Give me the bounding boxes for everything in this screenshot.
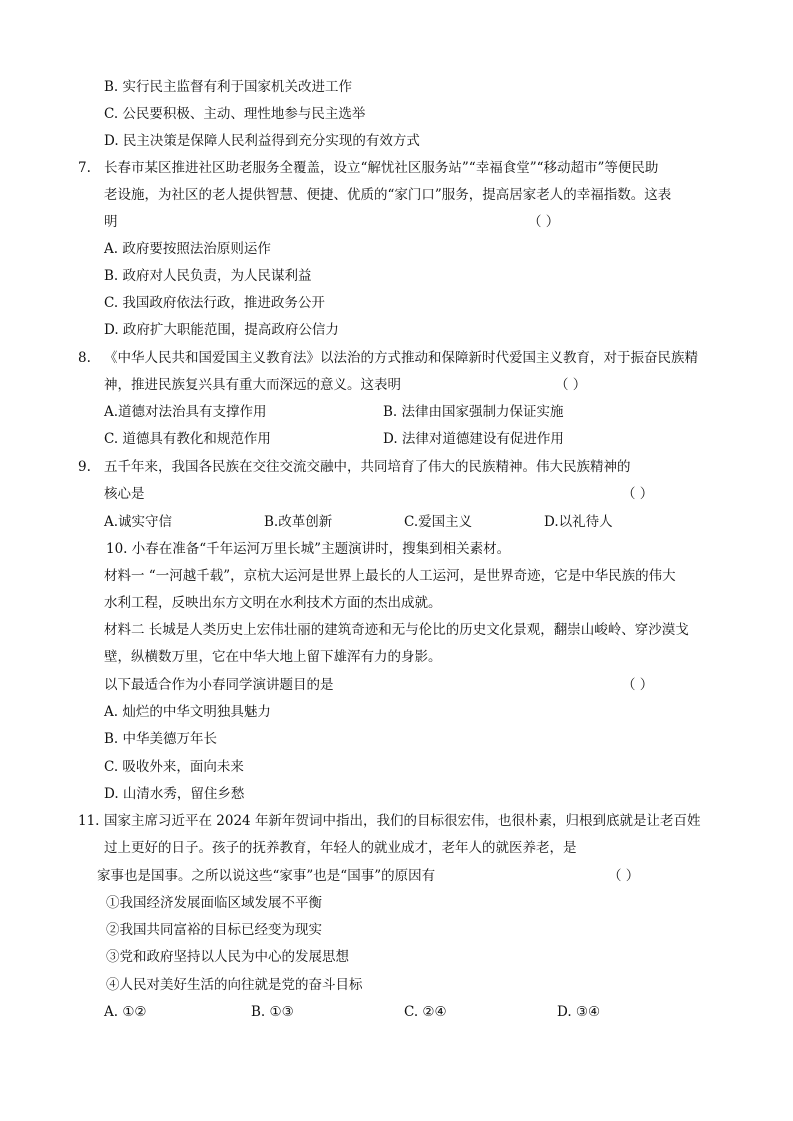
q11-number: 11.	[78, 813, 100, 829]
q7-option-c: C. 我国政府依法行政，推进政务公开	[104, 295, 325, 311]
q10-option-a: A. 灿烂的中华文明独具魅力	[104, 704, 271, 720]
q9-option-c: C.爱国主义	[404, 514, 473, 530]
q7-stem-line3: 明	[104, 214, 118, 230]
q11-statement-3: ③党和政府坚持以人民为中心的发展思想	[106, 949, 349, 965]
q11-statement-1: ①我国经济发展面临区域发展不平衡	[106, 895, 322, 911]
q8-stem-line2: 神，推进民族复兴具有重大而深远的意义。这表明	[104, 377, 401, 393]
q11-option-b: B. ①③	[251, 1004, 294, 1020]
q11-stem-line3: 家事也是国事。之所以说这些“家事”也是“国事”的原因有	[97, 868, 436, 884]
q11-stem-line2: 过上更好的日子。孩子的抚养教育，年轻人的就业成才，老年人的就医养老，是	[104, 840, 577, 856]
q7-stem-line1: 长春市某区推进社区助老服务全覆盖，设立“解忧社区服务站”“幸福食堂”“移动超市”等便民助	[104, 160, 659, 176]
q8-option-c: C. 道德具有教化和规范作用	[104, 431, 271, 447]
q11-statement-4: ④人民对美好生活的向往就是党的奋斗目标	[106, 977, 363, 993]
q11-option-d: D. ③④	[557, 1004, 601, 1020]
q10-material2-line2: 壁，纵横数万里，它在中华大地上留下雄浑有力的身影。	[104, 649, 442, 665]
q11-statement-2: ②我国共同富裕的目标已经变为现实	[106, 922, 322, 938]
q11-option-c: C. ②④	[404, 1004, 447, 1020]
q10-option-c: C. 吸收外来，面向未来	[104, 759, 244, 775]
q7-option-b: B. 政府对人民负责，为人民谋利益	[104, 268, 312, 284]
q10-stem-line1: 10. 小春在准备“千年运河万里长城”主题演讲时，搜集到相关素材。	[106, 541, 511, 557]
q8-number: 8.	[78, 350, 91, 366]
q9-answer-blank: （ ）	[622, 486, 654, 502]
q10-material1-line2: 水利工程，反映出东方文明在水利技术方面的杰出成就。	[104, 595, 442, 611]
q7-answer-blank: （ ）	[528, 214, 560, 230]
q9-option-a: A.诚实守信	[104, 514, 173, 530]
q11-option-a: A. ①②	[104, 1004, 147, 1020]
q8-option-d: D. 法律对道德建设有促进作用	[383, 431, 564, 447]
q9-number: 9.	[78, 459, 91, 475]
q9-option-b: B.改革创新	[264, 514, 333, 530]
q7-option-d: D. 政府扩大职能范围，提高政府公信力	[104, 322, 339, 338]
q11-answer-blank: （ ）	[608, 868, 640, 884]
q10-answer-blank: （ ）	[622, 677, 654, 693]
q9-stem-line2: 核心是	[104, 486, 145, 502]
q7-stem-line2: 老设施，为社区的老人提供智慧、便捷、优质的“家门口”服务，提高居家老人的幸福指数。这表	[104, 187, 672, 203]
q8-option-a: A.道德对法治具有支撑作用	[104, 404, 267, 420]
q10-question: 以下最适合作为小春同学演讲题目的是	[104, 677, 334, 693]
q8-option-b: B. 法律由国家强制力保证实施	[383, 404, 564, 420]
q10-option-b: B. 中华美德万年长	[104, 731, 218, 747]
q6-option-b: B. 实行民主监督有利于国家机关改进工作	[104, 79, 353, 95]
q7-option-a: A. 政府要按照法治原则运作	[104, 241, 271, 257]
q7-number: 7.	[78, 160, 91, 176]
q10-material2-line1: 材料二 长城是人类历史上宏伟壮丽的建筑奇迹和无与伦比的历史文化景观，翻崇山峻岭、穿沙漠戈	[104, 622, 689, 638]
q6-option-c: C. 公民要积极、主动、理性地参与民主选举	[104, 106, 366, 122]
q8-stem-line1: 《中华人民共和国爱国主义教育法》以法治的方式推动和保障新时代爱国主义教育，对于振奋民族精	[104, 350, 698, 366]
q10-material1-line1: 材料一 “一河越千载”，京杭大运河是世界上最长的人工运河，是世界奇迹，它是中华民族的伟大	[104, 568, 676, 584]
q8-answer-blank: （ ）	[555, 377, 587, 393]
q10-option-d: D. 山清水秀，留住乡愁	[104, 786, 245, 802]
q9-stem-line1: 五千年来，我国各民族在交往交流交融中，共同培育了伟大的民族精神。伟大民族精神的	[104, 459, 631, 475]
q9-option-d: D.以礼待人	[544, 514, 613, 530]
q6-option-d: D. 民主决策是保障人民利益得到充分实现的有效方式	[104, 133, 420, 149]
q11-stem-line1: 国家主席习近平在 2024 年新年贺词中指出，我们的目标很宏伟，也很朴素，归根到底就是让老百姓	[104, 813, 701, 829]
